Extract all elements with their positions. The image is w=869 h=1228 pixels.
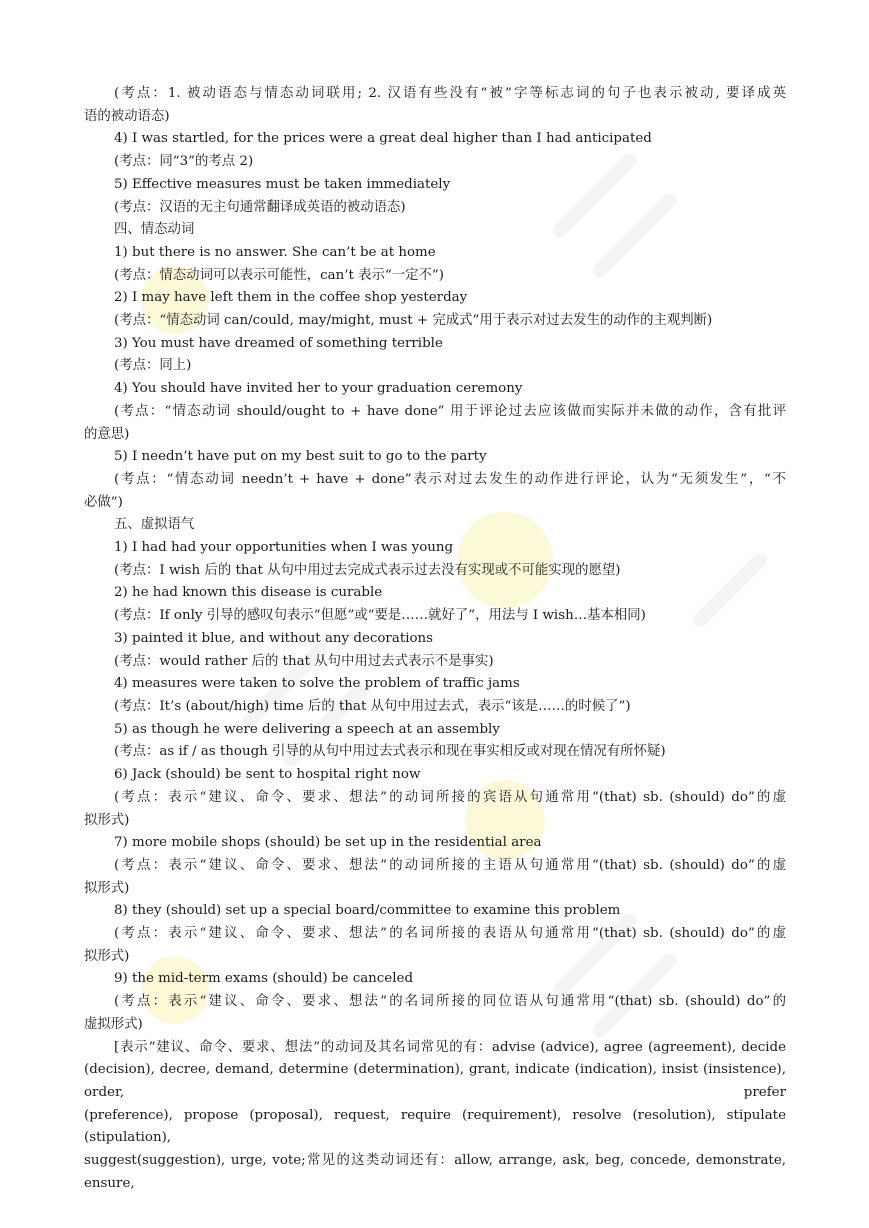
text-line: (考点：表示“建议、命令、要求、想法”的名词所接的表语从句通常用“(that) sb. (should) do”的虚 <box>114 926 786 942</box>
text-line: 1) but there is no answer. She can’t be at home <box>114 244 436 260</box>
text-line: 5) I needn’t have put on my best suit to go to the party <box>114 449 487 465</box>
text-line: (考点：“情态动词 can/could, may/might, must + 完成式”用于表示对过去发生的动作的主观判断) <box>114 313 713 329</box>
text-line: 1) I had had your opportunities when I was young <box>114 540 454 556</box>
text-line: suggest(suggestion), urge, vote;常见的这类动词还有：allow, arrange, ask, beg, concede, demonstrate, ensure, <box>84 1153 786 1191</box>
text-line: 5) Effective measures must be taken immediately <box>114 176 451 192</box>
text-line: 拟形式) <box>84 948 130 964</box>
text-line: 4) You should have invited her to your graduation ceremony <box>114 381 523 397</box>
text-line: 5) as though he were delivering a speech at an assembly <box>114 721 500 737</box>
text-line: (考点：表示“建议、命令、要求、想法”的动词所接的主语从句通常用“(that) sb. (should) do”的虚 <box>114 857 786 873</box>
text-line: (考点：1. 被动语态与情态动词联用; 2. 汉语有些没有“被”字等标志词的句子也表示被动, 要译成英 <box>114 86 786 101</box>
text-line: 语的被动语态) <box>84 108 170 124</box>
text-line: 拟形式) <box>84 812 130 828</box>
text-line: 的意思) <box>84 426 130 442</box>
text-line: (考点：表示“建议、命令、要求、想法”的动词所接的宾语从句通常用“(that) sb. (should) do”的虚 <box>114 789 786 805</box>
text-line: 7) more mobile shops (should) be set up in the residential area <box>114 835 542 851</box>
text-line: 2) he had known this disease is curable <box>114 585 383 601</box>
section-heading: 四、情态动词 <box>114 222 195 238</box>
text-line: (考点：同上) <box>114 358 192 374</box>
text-line: 必做”) <box>84 494 123 510</box>
text-line: 3) painted it blue, and without any decorations <box>114 630 434 646</box>
text-line: 4) I was startled, for the prices were a great deal higher than I had anticipated <box>114 131 652 147</box>
text-line: 拟形式) <box>84 880 130 896</box>
text-line: (decision), decree, demand, determine (determination), grant, indicate (indication), insist (insistence), order, prefer <box>84 1062 786 1100</box>
text-line: (考点：情态动词可以表示可能性，can’t 表示“一定不”) <box>114 267 444 283</box>
text-line: 虚拟形式) <box>84 1016 143 1032</box>
text-line: (考点：“情态动词 needn’t + have + done”表示对过去发生的动作进行评论，认为“无须发生”，“不 <box>114 471 786 487</box>
text-line: (考点：would rather 后的 that 从句中用过去式表示不是事实) <box>114 653 494 669</box>
text-line: (考点：If only 引导的感叹句表示“但愿”或“要是……就好了”，用法与 I wish…基本相同) <box>114 608 646 624</box>
document-body <box>84 83 786 1195</box>
text-line: (考点：as if / as though 引导的从句中用过去式表示和现在事实相反或对现在情况有所怀疑) <box>114 744 666 760</box>
section-heading: 五、虚拟语气 <box>114 517 195 533</box>
text-line: [表示“建议、命令、要求、想法”的动词及其名词常见的有：advise (advice), agree (agreement), decide <box>114 1039 786 1055</box>
text-line: (考点：It’s (about/high) time 后的 that 从句中用过去式，表示“该是……的时候了”) <box>114 698 631 714</box>
text-line: 3) You must have dreamed of something terrible <box>114 335 443 351</box>
text-line: (考点：同“3”的考点 2) <box>114 154 254 170</box>
text-line: (考点：“情态动词 should/ought to + have done” 用于评论过去应该做而实际并未做的动作，含有批评 <box>114 403 786 419</box>
text-line: (preference), propose (proposal), request, require (requirement), resolve (resolution), stipulate (stipulation), <box>84 1107 786 1146</box>
text-line: 4) measures were taken to solve the problem of traffic jams <box>114 676 520 692</box>
text-line: (考点：表示“建议、命令、要求、想法”的名词所接的同位语从句通常用“(that) sb. (should) do”的 <box>114 994 786 1010</box>
text-line: (考点：汉语的无主句通常翻译成英语的被动语态) <box>114 199 406 215</box>
text-line: 8) they (should) set up a special board/committee to examine this problem <box>114 903 621 919</box>
text-line: 9) the mid-term exams (should) be canceled <box>114 971 414 987</box>
text-line: 6) Jack (should) be sent to hospital right now <box>114 767 421 783</box>
text-line: 2) I may have left them in the coffee shop yesterday <box>114 290 468 306</box>
text-line: (考点：I wish 后的 that 从句中用过去完成式表示过去没有实现或不可能实现的愿望) <box>114 562 621 578</box>
